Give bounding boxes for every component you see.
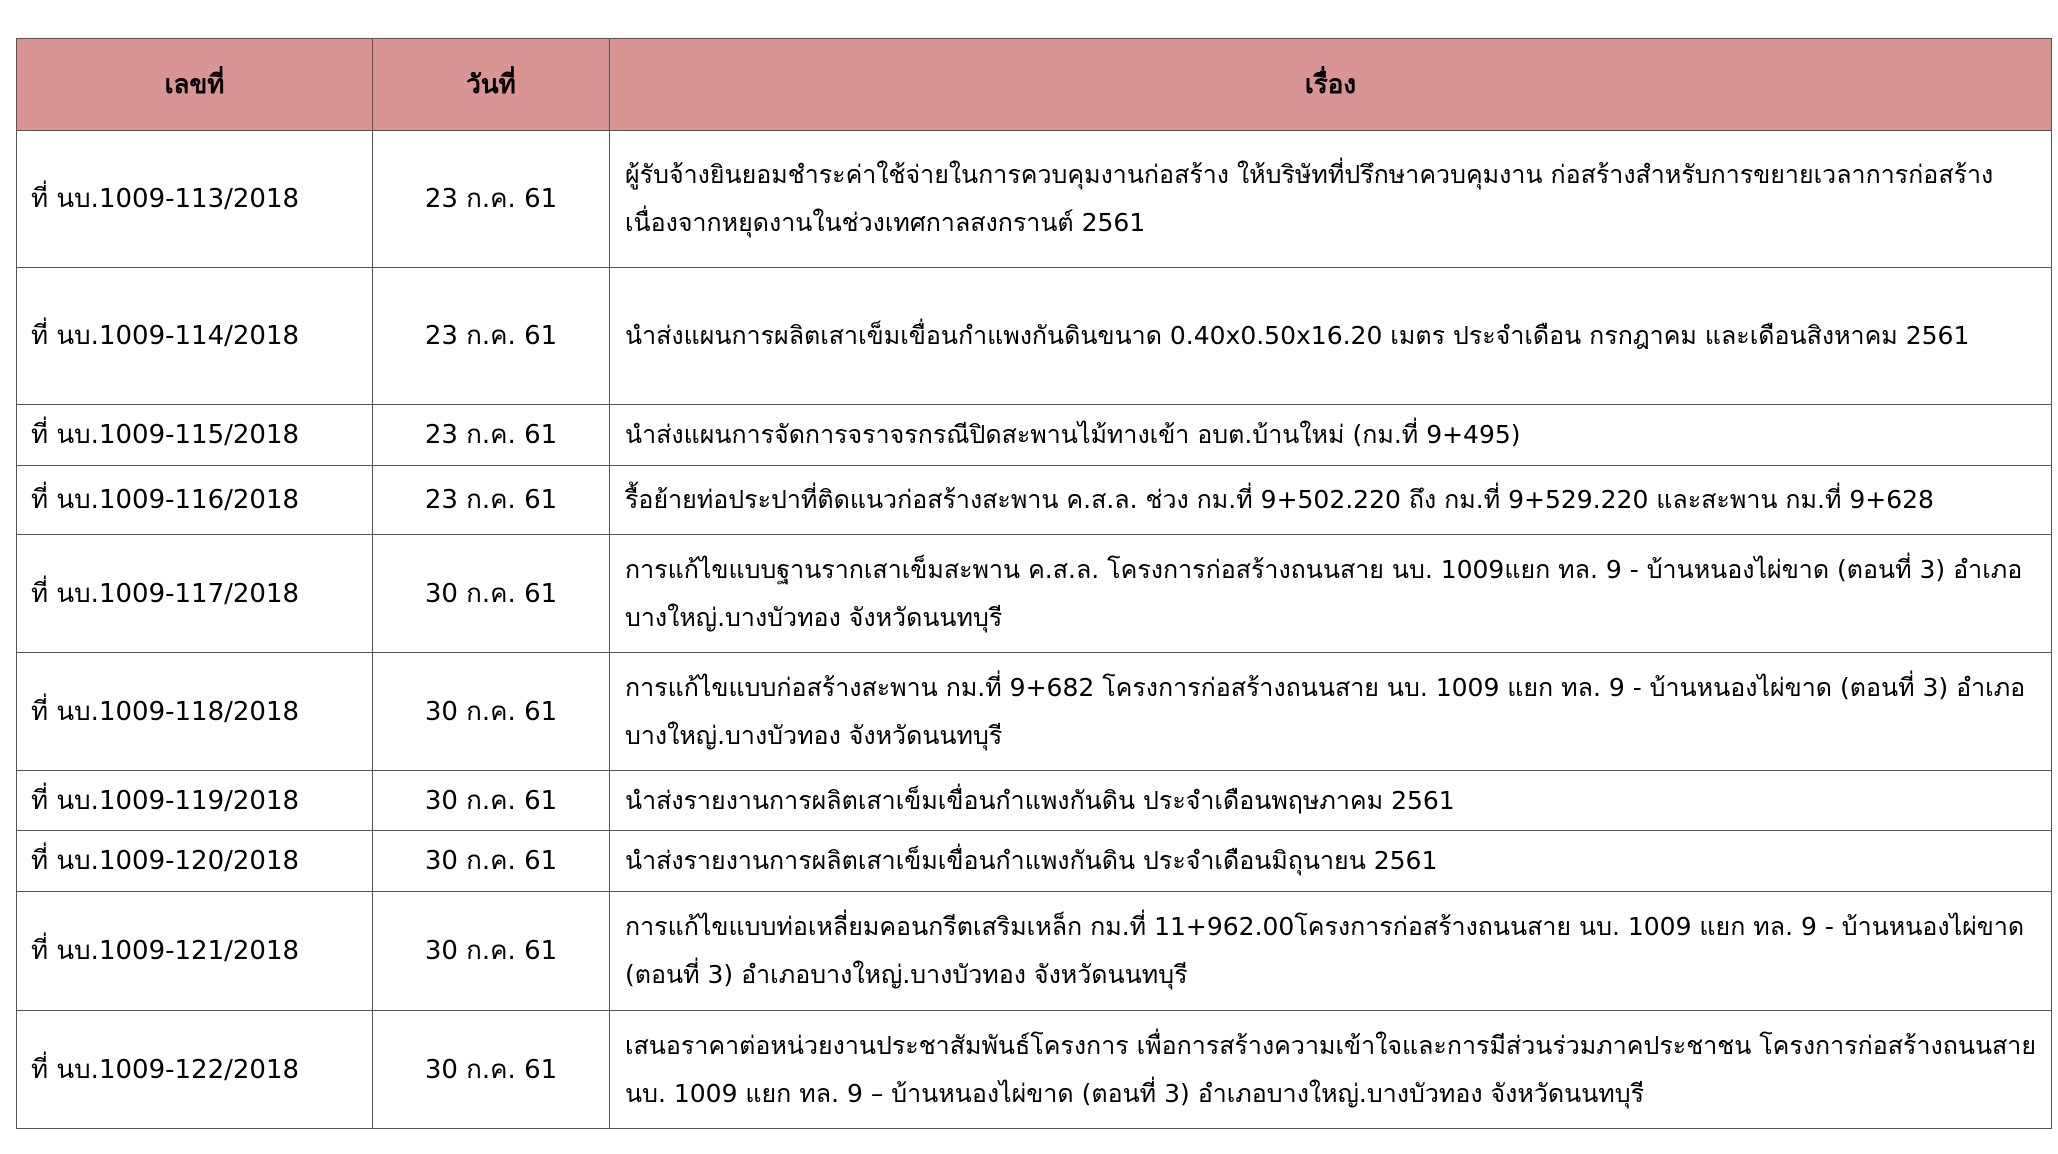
row-number: ที่ นบ.1009-115/2018 bbox=[17, 405, 373, 466]
row-subject: การแก้ไขแบบฐานรากเสาเข็มสะพาน ค.ส.ล. โครงการก่อสร้างถนนสาย นบ. 1009แยก ทล. 9 - บ้านหนองไผ่ขาด (ตอนที่ 3) อำเภอบางใหญ่.บางบัวทอง จังหวัดนนทบุรี bbox=[610, 535, 2052, 653]
row-number: ที่ นบ.1009-116/2018 bbox=[17, 466, 373, 535]
row-number: ที่ นบ.1009-113/2018 bbox=[17, 131, 373, 268]
row-date: 30 ก.ค. 61 bbox=[373, 535, 610, 653]
row-subject: การแก้ไขแบบก่อสร้างสะพาน กม.ที่ 9+682 โครงการก่อสร้างถนนสาย นบ. 1009 แยก ทล. 9 - บ้านหนองไผ่ขาด (ตอนที่ 3) อำเภอบางใหญ่.บางบัวทอง จังหวัดนนทบุรี bbox=[610, 653, 2052, 771]
header-subject: เรื่อง bbox=[610, 39, 2052, 131]
row-date: 30 ก.ค. 61 bbox=[373, 771, 610, 831]
table-header-row bbox=[17, 39, 2052, 131]
row-number: ที่ นบ.1009-117/2018 bbox=[17, 535, 373, 653]
row-date: 23 ก.ค. 61 bbox=[373, 131, 610, 268]
header-date: วันที่ bbox=[373, 39, 610, 131]
row-date: 23 ก.ค. 61 bbox=[373, 405, 610, 466]
table-row bbox=[17, 653, 2052, 771]
row-subject: รื้อย้ายท่อประปาที่ติดแนวก่อสร้างสะพาน ค.ส.ล. ช่วง กม.ที่ 9+502.220 ถึง กม.ที่ 9+529.220 และสะพาน กม.ที่ 9+628 bbox=[610, 466, 2052, 535]
row-number: ที่ นบ.1009-118/2018 bbox=[17, 653, 373, 771]
table-row bbox=[17, 405, 2052, 466]
row-number: ที่ นบ.1009-119/2018 bbox=[17, 771, 373, 831]
row-subject: เสนอราคาต่อหน่วยงานประชาสัมพันธ์โครงการ เพื่อการสร้างความเข้าใจและการมีส่วนร่วมภาคประชาชน โครงการก่อสร้างถนนสาย นบ. 1009 แยก ทล. 9 – บ้านหนองไผ่ขาด (ตอนที่ 3) อำเภอบางใหญ่.บางบัวทอง จังหวัดนนทบุรี bbox=[610, 1011, 2052, 1129]
table-row bbox=[17, 268, 2052, 405]
row-subject: นำส่งแผนการผลิตเสาเข็มเขื่อนกำแพงกันดินขนาด 0.40x0.50x16.20 เมตร ประจำเดือน กรกฎาคม และเดือนสิงหาคม 2561 bbox=[610, 268, 2052, 405]
table-row bbox=[17, 771, 2052, 831]
row-subject: การแก้ไขแบบท่อเหลี่ยมคอนกรีตเสริมเหล็ก กม.ที่ 11+962.00โครงการก่อสร้างถนนสาย นบ. 1009 แยก ทล. 9 - บ้านหนองไผ่ขาด (ตอนที่ 3) อำเภอบางใหญ่.บางบัวทอง จังหวัดนนทบุรี bbox=[610, 892, 2052, 1011]
header-number: เลขที่ bbox=[17, 39, 373, 131]
row-number: ที่ นบ.1009-114/2018 bbox=[17, 268, 373, 405]
row-number: ที่ นบ.1009-120/2018 bbox=[17, 831, 373, 892]
row-date: 23 ก.ค. 61 bbox=[373, 466, 610, 535]
row-date: 23 ก.ค. 61 bbox=[373, 268, 610, 405]
row-date: 30 ก.ค. 61 bbox=[373, 892, 610, 1011]
row-number: ที่ นบ.1009-121/2018 bbox=[17, 892, 373, 1011]
row-subject: นำส่งรายงานการผลิตเสาเข็มเขื่อนกำแพงกันดิน ประจำเดือนพฤษภาคม 2561 bbox=[610, 771, 2052, 831]
row-subject: นำส่งแผนการจัดการจราจรกรณีปิดสะพานไม้ทางเข้า อบต.บ้านใหม่ (กม.ที่ 9+495) bbox=[610, 405, 2052, 466]
row-subject: ผู้รับจ้างยินยอมชำระค่าใช้จ่ายในการควบคุมงานก่อสร้าง ให้บริษัทที่ปรึกษาควบคุมงาน ก่อสร้างสำหรับการขยายเวลาการก่อสร้าง เนื่องจากหยุดงานในช่วงเทศกาลสงกรานต์ 2561 bbox=[610, 131, 2052, 268]
row-subject: นำส่งรายงานการผลิตเสาเข็มเขื่อนกำแพงกันดิน ประจำเดือนมิถุนายน 2561 bbox=[610, 831, 2052, 892]
row-date: 30 ก.ค. 61 bbox=[373, 831, 610, 892]
table-row bbox=[17, 131, 2052, 268]
table-row bbox=[17, 466, 2052, 535]
document-table bbox=[16, 38, 2052, 1129]
table-row bbox=[17, 892, 2052, 1011]
table-row bbox=[17, 831, 2052, 892]
row-date: 30 ก.ค. 61 bbox=[373, 653, 610, 771]
table-row bbox=[17, 535, 2052, 653]
row-date: 30 ก.ค. 61 bbox=[373, 1011, 610, 1129]
row-number: ที่ นบ.1009-122/2018 bbox=[17, 1011, 373, 1129]
table-row bbox=[17, 1011, 2052, 1129]
